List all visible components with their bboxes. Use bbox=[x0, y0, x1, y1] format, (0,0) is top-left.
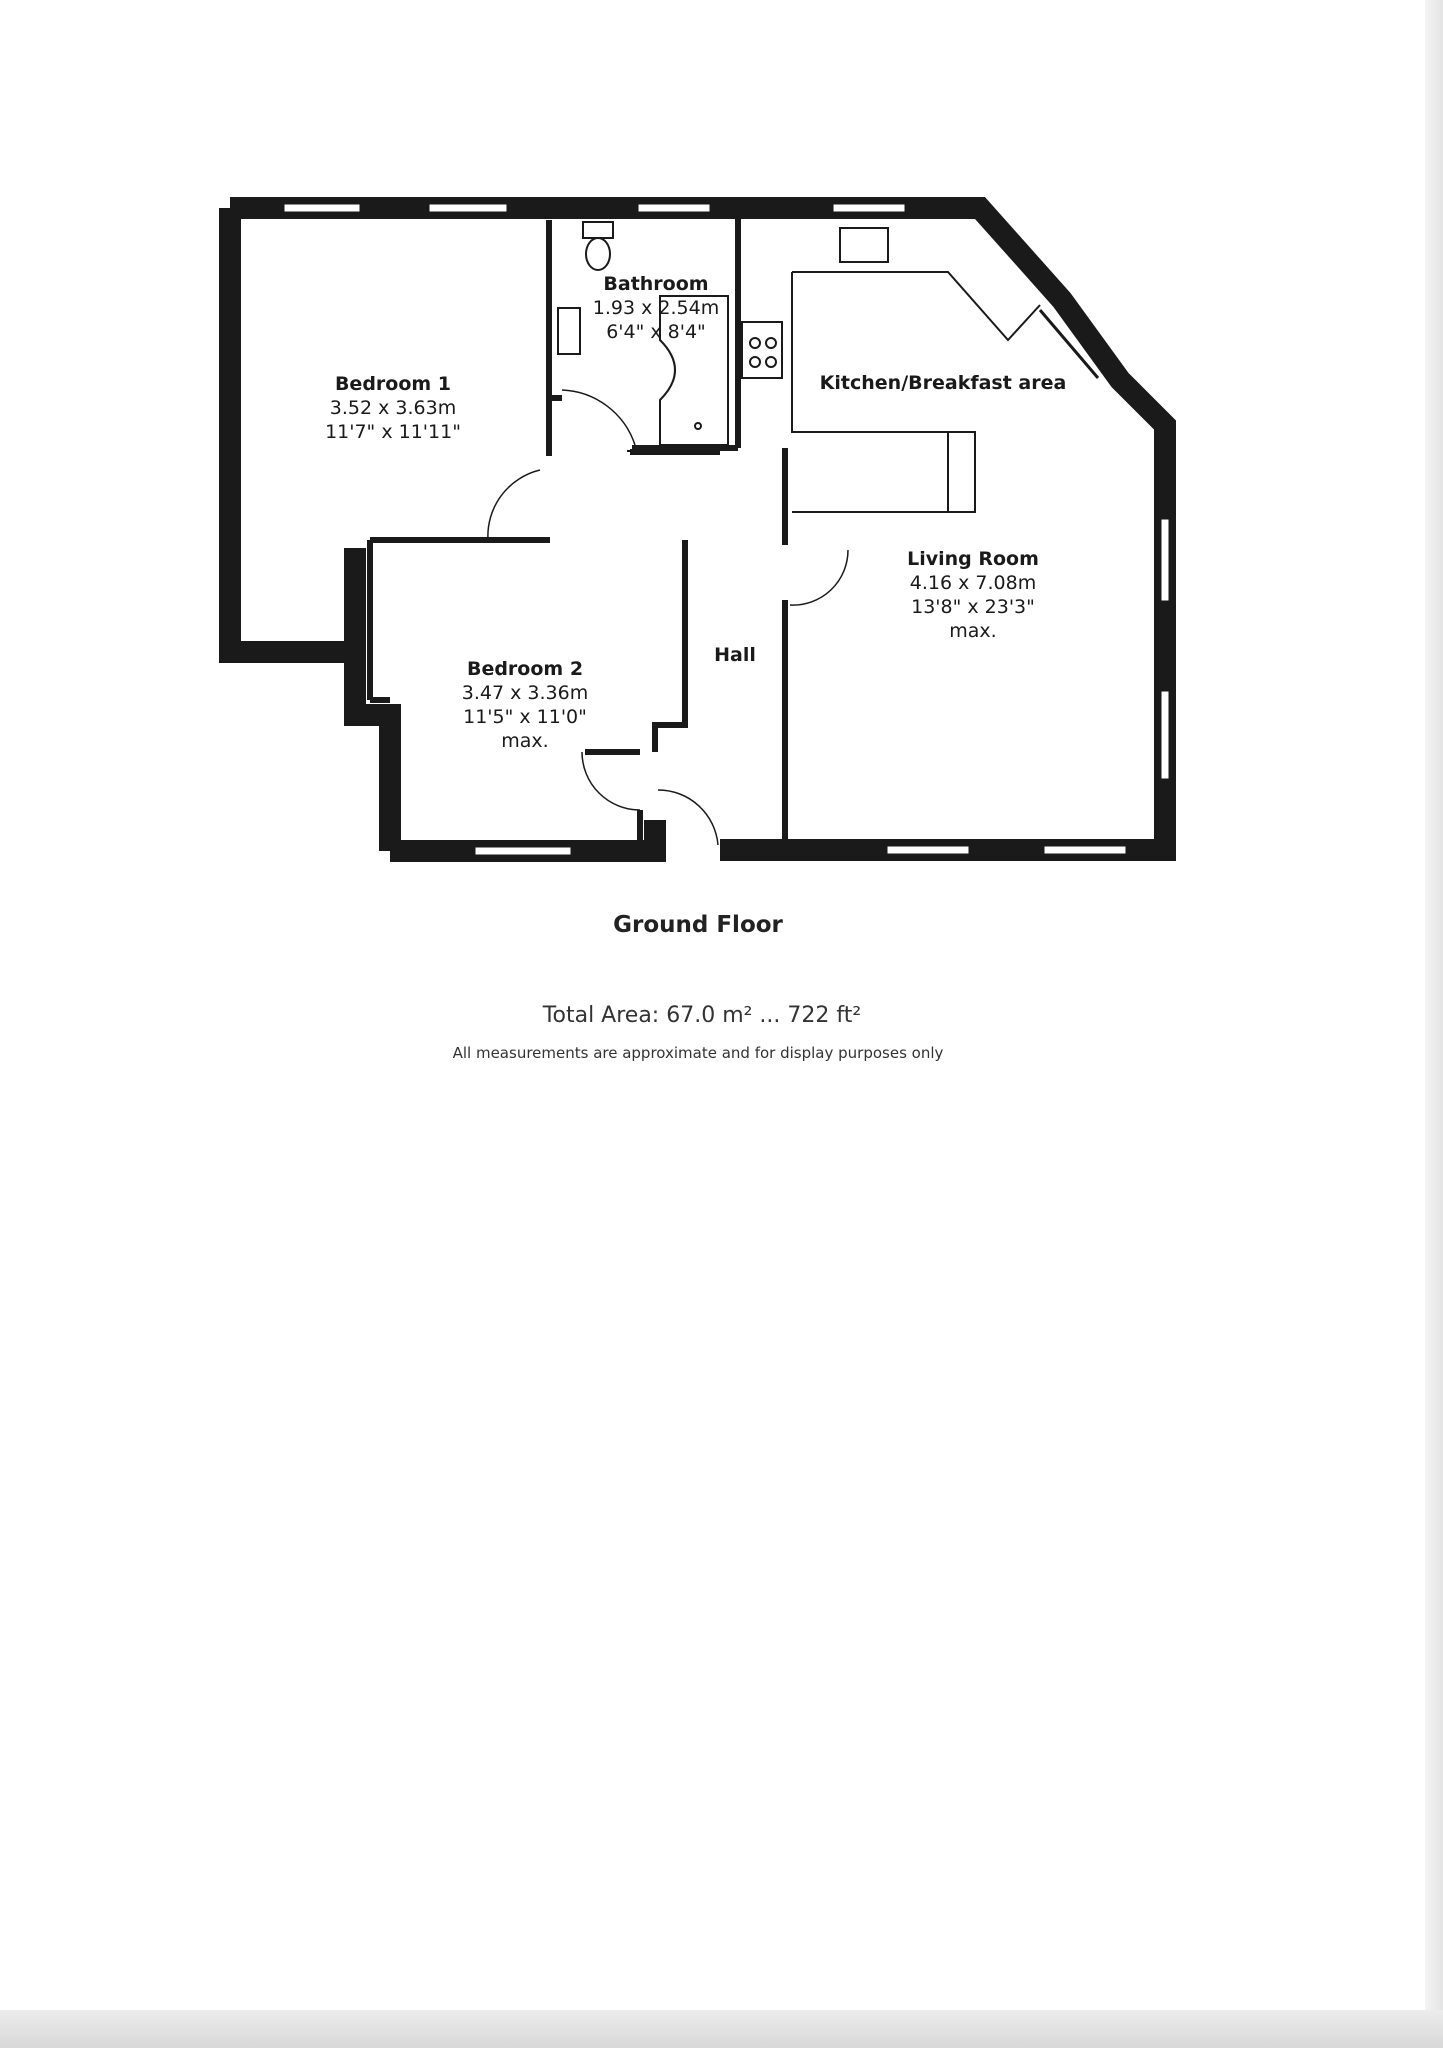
room-label-bedroom-2 bbox=[462, 657, 588, 753]
room-label-bedroom-1 bbox=[325, 372, 461, 444]
door-swings bbox=[488, 390, 848, 845]
total-area: Total Area: 67.0 m² ... 722 ft² bbox=[542, 1003, 862, 1028]
room-note: max. bbox=[949, 620, 997, 642]
page-edge-right bbox=[1425, 0, 1443, 2048]
room-imperial: 13'8" x 23'3" bbox=[911, 596, 1035, 618]
room-name: Bathroom bbox=[603, 273, 709, 295]
floor-title: Ground Floor bbox=[613, 912, 783, 938]
room-name: Living Room bbox=[907, 548, 1039, 570]
room-imperial: 11'5" x 11'0" bbox=[463, 706, 587, 728]
room-label-hall bbox=[714, 643, 756, 667]
room-metric: 4.16 x 7.08m bbox=[909, 572, 1037, 594]
room-metric: 3.47 x 3.36m bbox=[461, 682, 589, 704]
room-label-living-room bbox=[907, 547, 1039, 643]
room-name: Bedroom 2 bbox=[466, 658, 584, 680]
room-name: Kitchen/Breakfast area bbox=[819, 372, 1067, 394]
room-name: Bedroom 1 bbox=[334, 373, 452, 395]
room-name: Hall bbox=[714, 644, 756, 666]
room-imperial: 6'4" x 8'4" bbox=[606, 321, 706, 343]
room-imperial: 11'7" x 11'11" bbox=[325, 421, 461, 443]
room-label-kitchen bbox=[820, 371, 1067, 395]
room-metric: 1.93 x 2.54m bbox=[592, 297, 720, 319]
disclaimer: All measurements are approximate and for display purposes only bbox=[452, 1044, 944, 1062]
room-note: max. bbox=[501, 730, 549, 752]
room-metric: 3.52 x 3.63m bbox=[329, 397, 457, 419]
room-label-bathroom bbox=[593, 272, 719, 344]
page-edge-bottom bbox=[0, 2010, 1443, 2048]
windows bbox=[283, 203, 1170, 856]
